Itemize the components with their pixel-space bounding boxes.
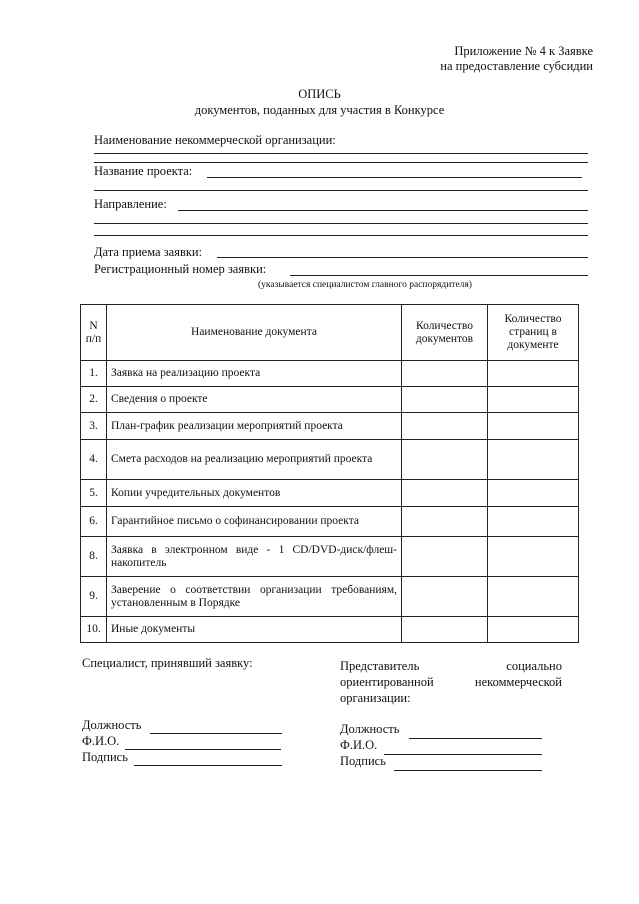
reg-number-line[interactable] (290, 275, 588, 276)
row-doc-name: Копии учредительных документов (107, 480, 402, 507)
header-name: Наименование документа (107, 305, 402, 361)
table-row (81, 480, 579, 507)
table-row (81, 387, 579, 413)
header-num: N п/п (81, 305, 107, 361)
direction-line-2[interactable] (94, 223, 588, 224)
row-qty-pages-cell[interactable] (488, 617, 579, 643)
organization-line-1[interactable] (94, 153, 588, 154)
date-label: Дата приема заявки: (94, 245, 203, 259)
direction-line-3[interactable] (94, 235, 588, 236)
title-line-2: документов, поданных для участия в Конкурсе (194, 103, 445, 117)
row-doc-name: Заверение о соответствии организации требованиям, установленным в Порядке (107, 577, 402, 617)
project-line-1[interactable] (207, 177, 582, 178)
specialist-fio-row (82, 734, 119, 748)
row-qty-pages-cell[interactable] (488, 413, 579, 440)
row-qty-docs-cell[interactable] (402, 413, 488, 440)
representative-label: Представитель социально ориентированной некоммерческой организации: (340, 659, 562, 705)
row-qty-docs-cell[interactable] (402, 507, 488, 537)
row-qty-docs-cell[interactable] (402, 537, 488, 577)
table-row (81, 617, 579, 643)
row-doc-name: Заявка на реализацию проекта (107, 361, 402, 387)
table-row (81, 537, 579, 577)
row-doc-name: Гарантийное письмо о софинансировании проекта (107, 507, 402, 537)
header-qty-pages: Количество страниц в документе (488, 305, 579, 361)
table-row (81, 440, 579, 480)
row-qty-pages-cell[interactable] (488, 361, 579, 387)
specialist-signature-label: Подпись (82, 750, 128, 764)
organization-label: Наименование некоммерческой организации: (94, 133, 336, 147)
row-num: 2. (81, 387, 107, 413)
documents-table (80, 304, 579, 643)
specialist-fio-label: Ф.И.О. (82, 734, 120, 748)
representative-position-line[interactable] (409, 738, 542, 739)
appendix-line-2: на предоставление субсидии (440, 59, 593, 73)
row-qty-docs-cell[interactable] (402, 387, 488, 413)
date-line[interactable] (217, 257, 588, 258)
row-qty-docs-cell[interactable] (402, 480, 488, 507)
table-row (81, 577, 579, 617)
direction-label: Направление: (94, 197, 167, 211)
representative-fio-line[interactable] (384, 754, 542, 755)
row-qty-pages-cell[interactable] (488, 507, 579, 537)
row-num: 10. (81, 617, 107, 643)
table-row (81, 361, 579, 387)
representative-fio-row (340, 738, 377, 752)
row-qty-pages-cell[interactable] (488, 387, 579, 413)
row-num: 9. (81, 577, 107, 617)
appendix-note (440, 44, 593, 74)
row-num: 8. (81, 537, 107, 577)
row-doc-name: Сведения о проекте (107, 387, 402, 413)
reg-number-note: (указывается специалистом главного распорядителя) (258, 280, 472, 290)
row-doc-name: Иные документы (107, 617, 402, 643)
row-num: 3. (81, 413, 107, 440)
specialist-signature-row (82, 750, 128, 764)
organization-line-2[interactable] (94, 162, 588, 163)
table-row (81, 413, 579, 440)
specialist-signature-line[interactable] (134, 765, 282, 766)
appendix-line-1: Приложение № 4 к Заявке (454, 44, 593, 58)
specialist-position-row (82, 718, 141, 732)
row-qty-docs-cell[interactable] (402, 361, 488, 387)
row-qty-docs-cell[interactable] (402, 617, 488, 643)
specialist-position-line[interactable] (150, 733, 282, 734)
document-title (0, 86, 639, 118)
project-label: Название проекта: (94, 164, 193, 178)
representative-signature-line[interactable] (394, 770, 542, 771)
row-num: 1. (81, 361, 107, 387)
row-qty-docs-cell[interactable] (402, 577, 488, 617)
row-qty-pages-cell[interactable] (488, 480, 579, 507)
representative-position-label: Должность (340, 722, 400, 736)
representative-fio-label: Ф.И.О. (340, 738, 378, 752)
row-qty-pages-cell[interactable] (488, 440, 579, 480)
header-qty-docs: Количество документов (402, 305, 488, 361)
row-qty-pages-cell[interactable] (488, 577, 579, 617)
representative-position-row (340, 722, 399, 736)
row-doc-name: План-график реализации мероприятий проекта (107, 413, 402, 440)
row-doc-name: Заявка в электронном виде - 1 CD/DVD-диск/флеш-накопитель (107, 537, 402, 577)
representative-signature-row (340, 754, 386, 768)
table-row (81, 507, 579, 537)
row-qty-pages-cell[interactable] (488, 537, 579, 577)
row-doc-name: Смета расходов на реализацию мероприятий проекта (107, 440, 402, 480)
table-header-row (81, 305, 579, 361)
specialist-position-label: Должность (82, 718, 142, 732)
row-num: 4. (81, 440, 107, 480)
row-num: 6. (81, 507, 107, 537)
project-line-2[interactable] (94, 190, 588, 191)
specialist-label: Специалист, принявший заявку: (82, 656, 253, 670)
direction-line-1[interactable] (178, 210, 588, 211)
row-num: 5. (81, 480, 107, 507)
row-qty-docs-cell[interactable] (402, 440, 488, 480)
title-line-1: ОПИСЬ (298, 87, 341, 101)
specialist-fio-line[interactable] (125, 749, 281, 750)
representative-signature-label: Подпись (340, 754, 386, 768)
reg-number-label: Регистрационный номер заявки: (94, 262, 267, 276)
